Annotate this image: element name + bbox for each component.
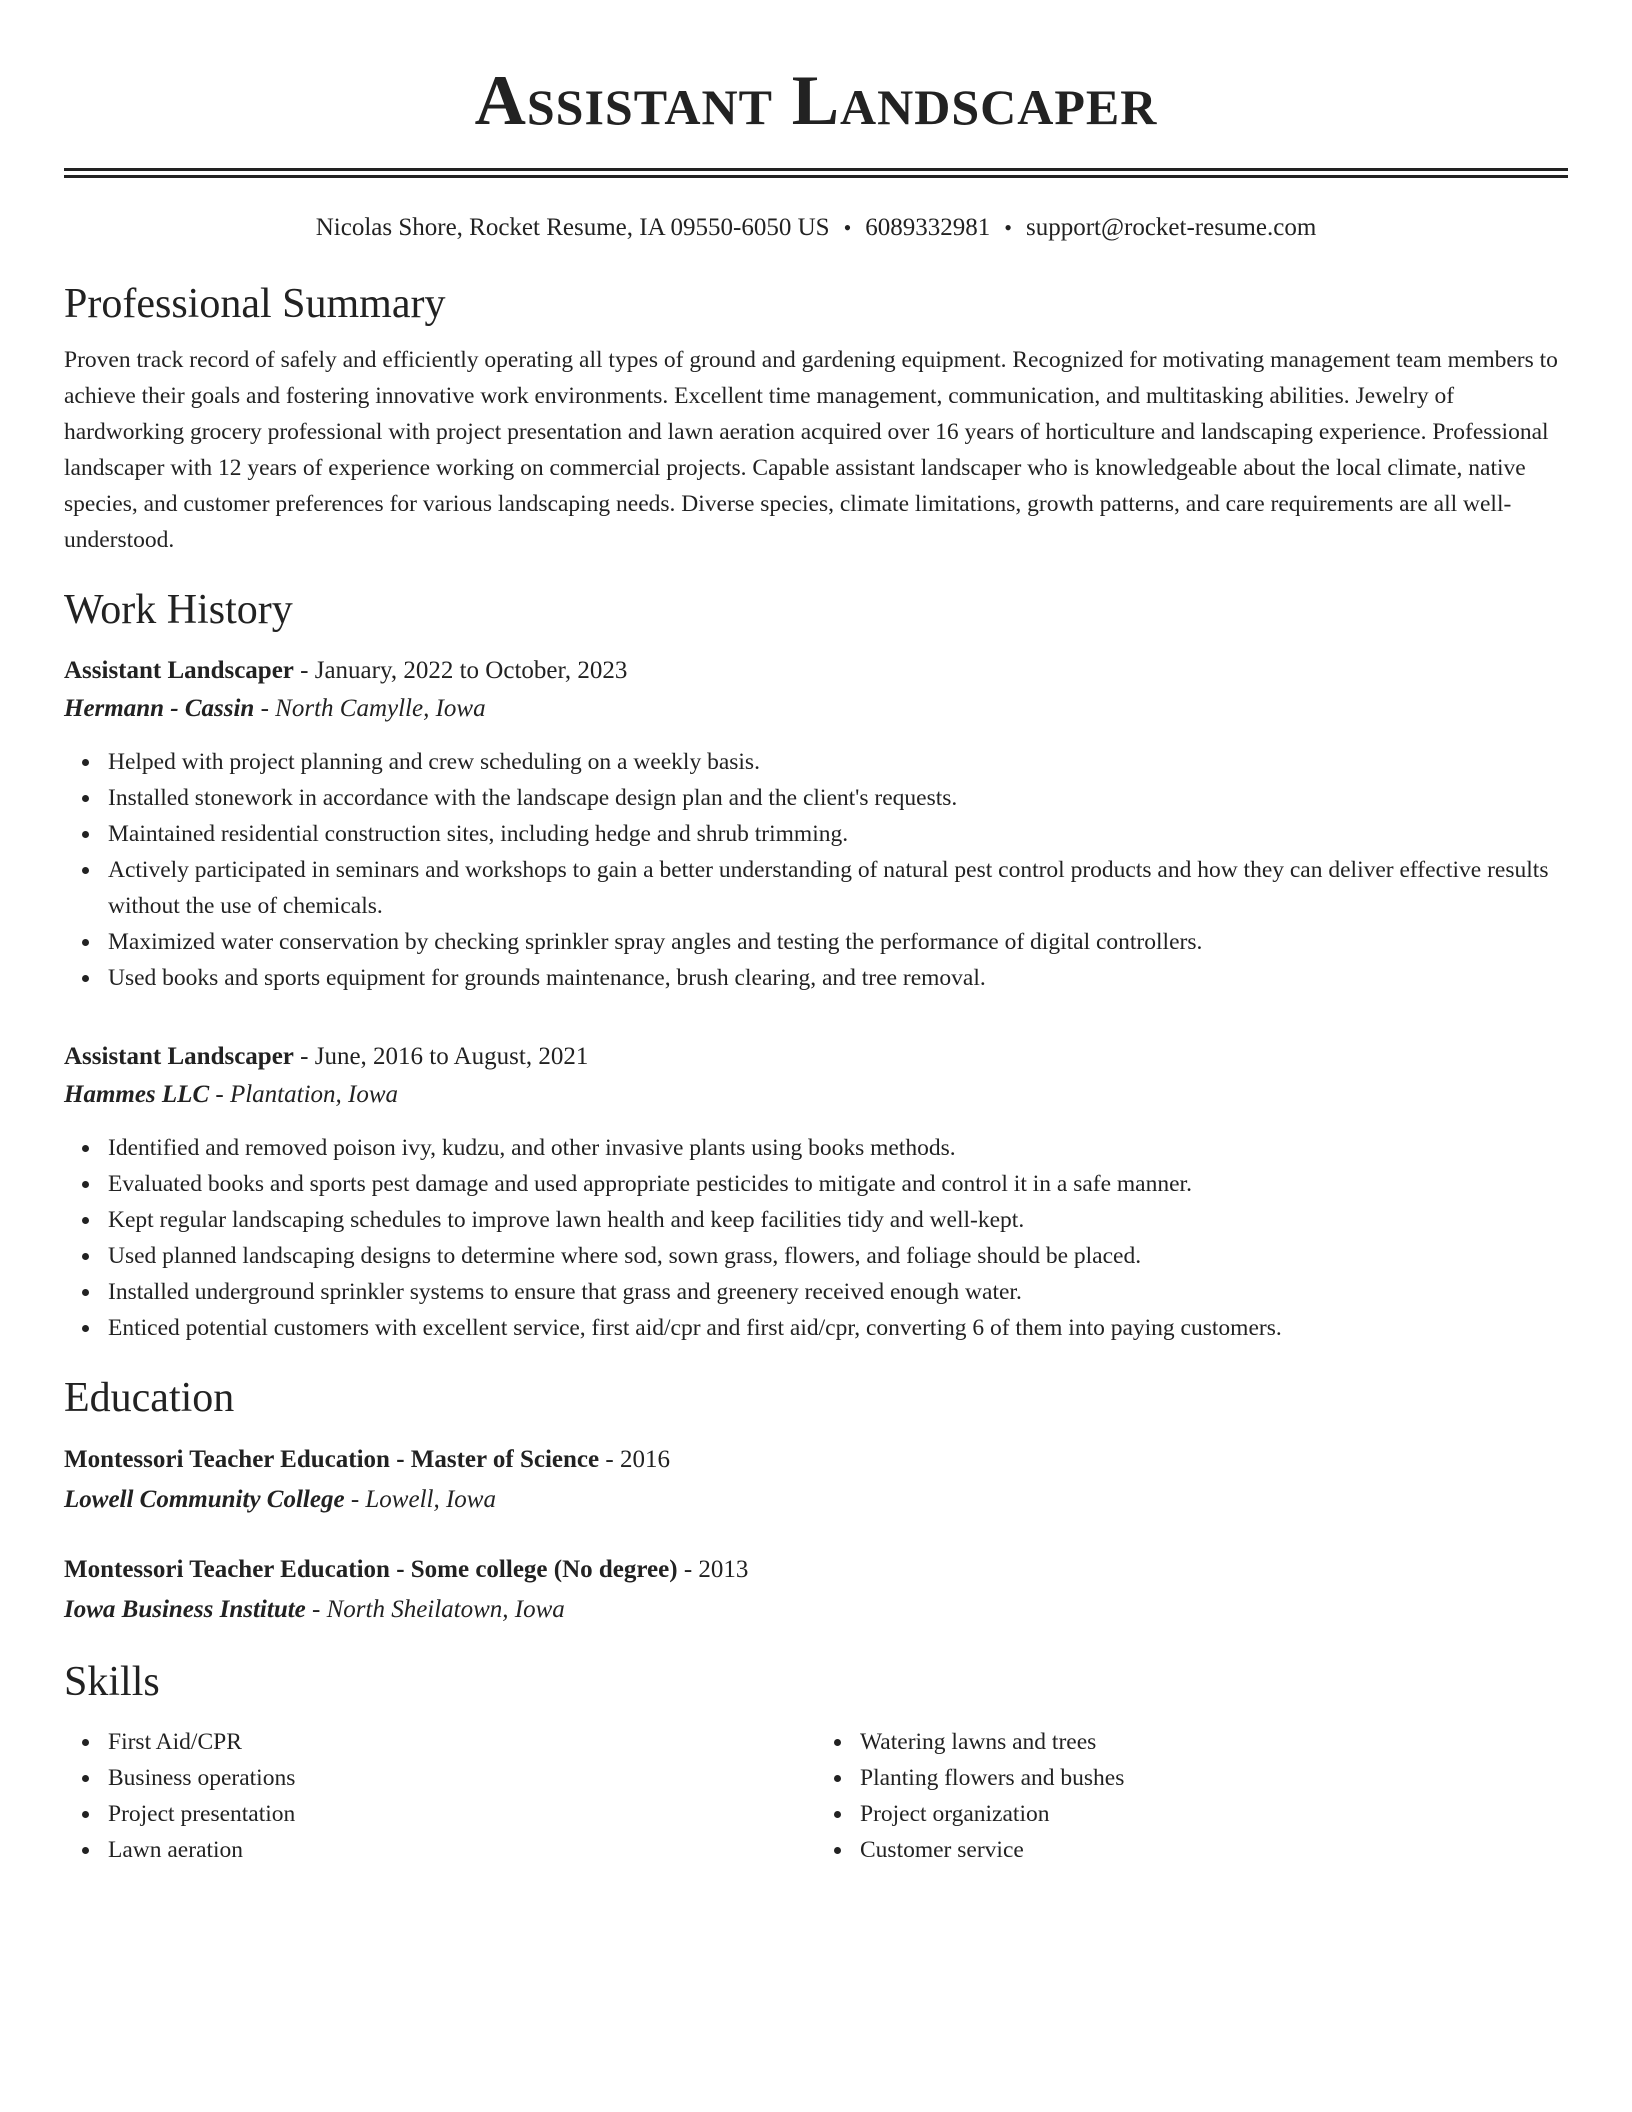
skills-list-left	[64, 1724, 816, 1868]
school-name: Lowell Community College	[64, 1486, 345, 1513]
list-item: Installed stonework in accordance with the landscape design plan and the client's requests.	[108, 780, 1568, 816]
list-item: Used planned landscaping designs to determine where sod, sown grass, flowers, and foliage should be placed.	[108, 1238, 1568, 1274]
job-title-line	[64, 1038, 1568, 1076]
company-name: Hermann - Cassin	[64, 695, 255, 722]
contact-line	[64, 212, 1568, 244]
company-name: Hammes LLC	[64, 1081, 210, 1108]
list-item: Maximized water conservation by checking sprinkler spray angles and testing the performance of digital controllers.	[108, 924, 1568, 960]
degree-name: Montessori Teacher Education - Master of Science	[64, 1446, 600, 1473]
list-item: Kept regular landscaping schedules to improve lawn health and keep facilities tidy and well-kept.	[108, 1202, 1568, 1238]
contact-phone: 6089332981	[865, 214, 991, 241]
bullet-separator: •	[843, 215, 852, 240]
summary-text: Proven track record of safely and efficiently operating all types of ground and gardening equipment. Recognized for motivating management team members to achieve their goals and fostering innovative work environments. Excellent time management, communication, and multitasking abilities. Jewelry of hardworking grocery professional with project presentation and lawn aeration acquired over 16 years of horticulture and landscaping experience. Professional landscaper with 12 years of experience working on commercial projects. Capable assistant landscaper who is knowledgeable about the local climate, native species, and customer preferences for various landscaping needs. Diverse species, climate limitations, growth patterns, and care requirements are all well-understood.	[64, 347, 1558, 553]
company-line	[64, 1076, 1568, 1114]
job-entry	[64, 1038, 1568, 1346]
skill-item: Project presentation	[108, 1796, 816, 1832]
bullet-separator: •	[1004, 215, 1012, 240]
contact-address: Nicolas Shore, Rocket Resume, IA 09550-6050 US	[315, 214, 830, 241]
list-item: Helped with project planning and crew scheduling on a weekly basis.	[108, 744, 1568, 780]
education-entry	[64, 1440, 1568, 1520]
degree-line	[64, 1440, 1568, 1480]
school-name: Iowa Business Institute	[64, 1596, 306, 1623]
job-title: Assistant Landscaper	[64, 657, 294, 684]
skills-column-right	[816, 1724, 1568, 1868]
title-double-rule	[64, 168, 1568, 178]
skills-list-right	[816, 1724, 1568, 1868]
list-item: Installed underground sprinkler systems to ensure that grass and greenery received enough water.	[108, 1274, 1568, 1310]
list-item: Used books and sports equipment for grounds maintenance, brush clearing, and tree removal.	[108, 960, 1568, 996]
degree-line	[64, 1550, 1568, 1590]
job-bullets	[64, 744, 1568, 996]
school-line	[64, 1590, 1568, 1630]
skill-item: Business operations	[108, 1760, 816, 1796]
contact-email: support@rocket-resume.com	[1025, 214, 1317, 241]
skill-item: Planting flowers and bushes	[860, 1760, 1568, 1796]
job-title: Assistant Landscaper	[64, 1043, 294, 1070]
degree-year: - 2016	[599, 1446, 670, 1473]
company-location: - North Camylle, Iowa	[254, 695, 486, 722]
list-item: Enticed potential customers with excellent service, first aid/cpr and first aid/cpr, converting 6 of them into paying customers.	[108, 1310, 1568, 1346]
education-entry	[64, 1550, 1568, 1630]
skills-columns	[64, 1724, 1568, 1868]
skill-item: First Aid/CPR	[108, 1724, 816, 1760]
degree-year: - 2013	[677, 1556, 749, 1583]
skill-item: Project organization	[860, 1796, 1568, 1832]
list-item: Identified and removed poison ivy, kudzu, and other invasive plants using books methods.	[108, 1130, 1568, 1166]
job-entry	[64, 652, 1568, 996]
skill-item: Watering lawns and trees	[860, 1724, 1568, 1760]
degree-name: Montessori Teacher Education - Some college (No degree)	[64, 1556, 678, 1583]
list-item: Maintained residential construction sites, including hedge and shrub trimming.	[108, 816, 1568, 852]
education-heading: Education	[64, 1375, 235, 1421]
job-title-line	[64, 652, 1568, 690]
work-history-heading: Work History	[64, 587, 293, 633]
company-line	[64, 690, 1568, 728]
skills-column-left	[64, 1724, 816, 1868]
job-dates: - January, 2022 to October, 2023	[293, 657, 628, 684]
company-location: - Plantation, Iowa	[209, 1081, 399, 1108]
school-location: - North Sheilatown, Iowa	[305, 1596, 565, 1623]
summary-heading: Professional Summary	[64, 281, 446, 327]
job-dates: - June, 2016 to August, 2021	[293, 1043, 589, 1070]
resume-title: Assistant Landscaper	[474, 62, 1158, 140]
school-location: - Lowell, Iowa	[344, 1486, 496, 1513]
list-item: Actively participated in seminars and workshops to gain a better understanding of natural pest control products and how they can deliver effective results without the use of chemicals.	[108, 852, 1568, 924]
skill-item: Customer service	[860, 1832, 1568, 1868]
school-line	[64, 1480, 1568, 1520]
skills-heading: Skills	[64, 1659, 160, 1705]
job-bullets	[64, 1130, 1568, 1346]
skill-item: Lawn aeration	[108, 1832, 816, 1868]
list-item: Evaluated books and sports pest damage and used appropriate pesticides to mitigate and control it in a safe manner.	[108, 1166, 1568, 1202]
